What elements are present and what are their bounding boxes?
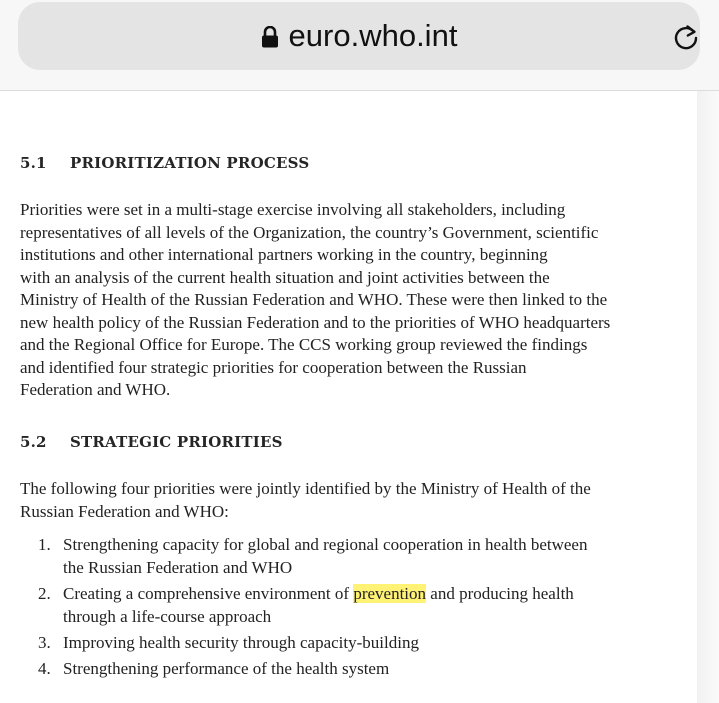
paragraph-line: with an analysis of the current health situation and joint activities between the	[20, 267, 550, 287]
list-text-segment: and producing health	[426, 584, 574, 603]
list-text	[63, 534, 587, 579]
paragraph-line: institutions and other international partners working in the country, beginning	[20, 245, 548, 264]
section-heading-5-1	[20, 154, 309, 172]
reload-icon[interactable]	[670, 22, 702, 54]
list-line: the Russian Federation and WHO	[63, 557, 293, 577]
document-page	[0, 91, 697, 703]
section-5-2-paragraph	[20, 478, 680, 523]
page-edge	[697, 91, 719, 703]
paragraph-line: Russian Federation and WHO:	[20, 501, 229, 521]
paragraph-line: Federation and WHO.	[20, 380, 171, 399]
section-heading-5-2	[20, 433, 283, 451]
list-number: 1.	[38, 535, 51, 554]
list-number: 4.	[38, 659, 51, 678]
list-line: Strengthening performance of the health system	[63, 659, 390, 678]
paragraph-line: and identified four strategic priorities for cooperation between the Russian	[20, 357, 527, 377]
paragraph-line: The following four priorities were jointly identified by the Ministry of Health of the	[20, 479, 591, 498]
section-title: STRATEGIC PRIORITIES	[70, 433, 283, 451]
list-number: 3.	[38, 633, 51, 652]
section-number: 5.2	[20, 433, 47, 451]
list-line	[63, 583, 574, 606]
list-text	[63, 583, 574, 628]
paragraph-line: Ministry of Health of the Russian Federation and WHO. These were then linked to the	[20, 290, 608, 309]
lock-icon	[261, 26, 279, 48]
url-text: euro.who.int	[288, 18, 458, 53]
url-display[interactable]	[18, 16, 700, 56]
paragraph-line: new health policy of the Russian Federation and to the priorities of WHO headquarters	[20, 312, 611, 332]
list-line: through a life-course approach	[63, 606, 272, 626]
section-number: 5.1	[20, 154, 47, 172]
list-line: Strengthening capacity for global and regional cooperation in health between	[63, 535, 588, 554]
list-line: Improving health security through capacity-building	[63, 633, 419, 652]
paragraph-line: Priorities were set in a multi-stage exercise involving all stakeholders, including	[20, 200, 566, 219]
list-number: 2.	[38, 584, 51, 603]
address-bar[interactable]	[18, 2, 700, 70]
section-title: PRIORITIZATION PROCESS	[70, 154, 310, 172]
section-5-1-paragraph	[20, 199, 680, 402]
highlighted-word[interactable]: prevention	[353, 584, 427, 603]
paragraph-line: representatives of all levels of the Organization, the country’s Government, scientific	[20, 222, 599, 242]
list-text	[63, 658, 389, 681]
list-text-segment: Creating a comprehensive environment of	[63, 584, 354, 603]
paragraph-line: and the Regional Office for Europe. The CCS working group reviewed the findings	[20, 335, 588, 354]
browser-toolbar	[0, 0, 719, 91]
list-text	[63, 632, 419, 655]
